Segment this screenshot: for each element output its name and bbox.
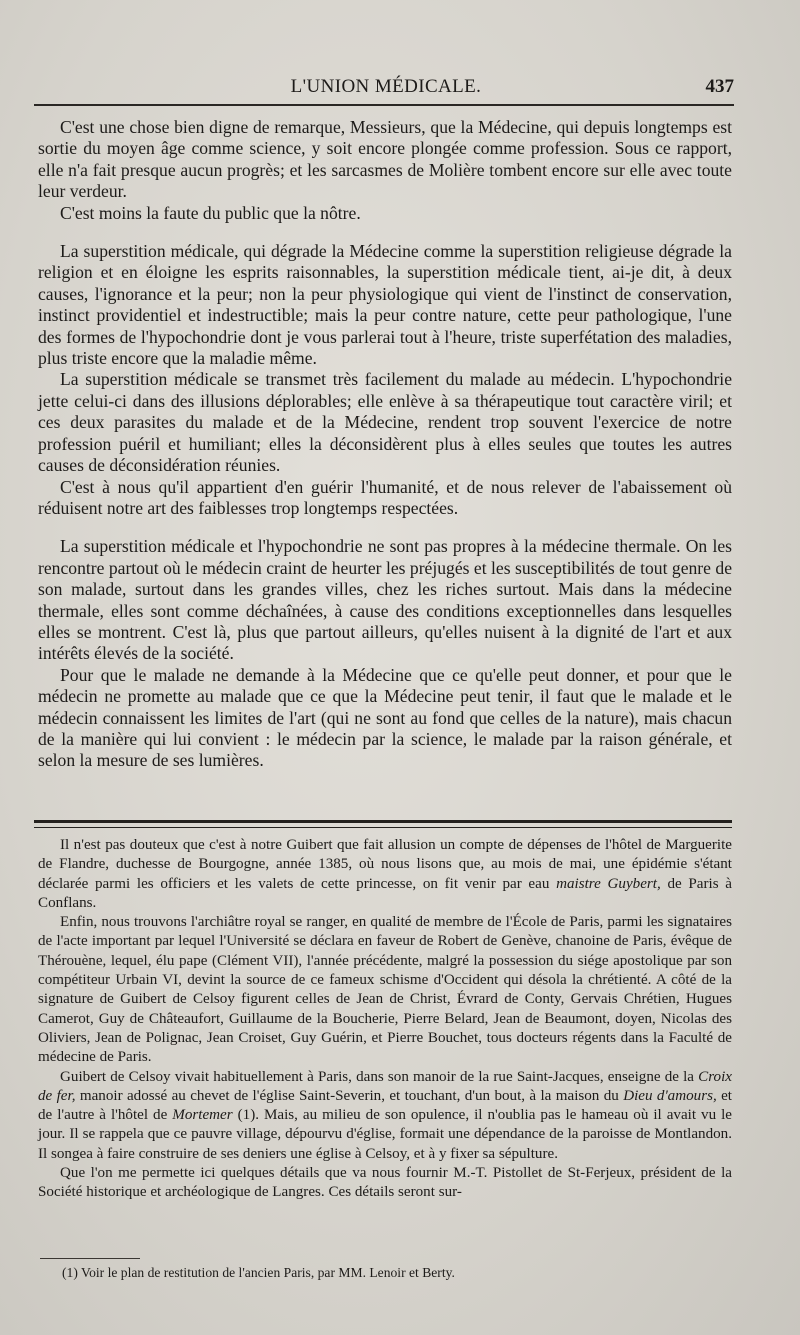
page-number: 437: [705, 76, 734, 97]
paragraph: C'est moins la faute du public que la nôtre.: [60, 202, 361, 223]
section-divider: [34, 820, 732, 828]
page-header: [38, 76, 734, 100]
paragraph: La superstition médicale se transmet très facilement du malade au médecin. L'hypochondrie jette celui-ci dans des illusions déplorables; elle enlève à sa thérapeutique tout caractère viril; et ces deux parasites du malade et de la Médecine, rendent trop souvent l'exercice de notre profession puéril et humiliant; elles la déconsidèrent plus à elles seules que toutes les autres causes de déconsidération réunies.: [38, 369, 732, 476]
text-run: Guibert de Celsoy vivait habituellement à Paris, dans son manoir de la rue Saint-Jacques, enseigne de la: [60, 1068, 699, 1085]
feuilleton-text: [38, 836, 732, 1203]
header-rule: [34, 104, 734, 106]
running-title: L'UNION MÉDICALE.: [290, 76, 482, 97]
italic-run: Mortemer: [172, 1107, 233, 1124]
text-run: et de l'autre à l'hôtel de: [38, 1087, 732, 1124]
paragraph: Pour que le malade ne demande à la Médecine que ce qu'elle peut donner, et pour que le médecin ne promette au malade que ce que la Médecine peut tenir, il faut que le malade et le médecin connaissent les limites de l'art (qui ne sont au fond que celles de la nature), mais chacun de la manière qui lui convient : le médecin par la science, le malade par la raison générale, et selon la mesure de ses lumières.: [38, 664, 732, 771]
footnote-rule: [40, 1258, 140, 1259]
paragraph: La superstition médicale, qui dégrade la Médecine comme la superstition religieuse dégrade la religion et en éloigne les esprits raisonnables, la superstition médicale tient, ai-je dit, à deux causes, l'ignorance et la peur; non la peur physiologique qui vient de l'instinct de conservation, instinct providentiel et indestructible; mais la peur contre nature, cette peur pathologique, l'une des formes de l'hypochondrie dont je vous parlerai tout à l'heure, triste superfétation des maladies, plus triste encore que la maladie même.: [38, 241, 732, 369]
paragraph: La superstition médicale et l'hypochondrie ne sont pas propres à la médecine thermale. On les rencontre partout où le médecin craint de heurter les préjugés et les susceptibilités de tout genre de son malade, surtout dans les grandes villes, chez les riches surtout. Mais dans la médecine thermale, elles sont comme déchaînées, à cause des conditions exceptionnelles dans lesquelles elles se montrent. C'est là, plus que partout ailleurs, qu'elles nuisent à la dignité de l'art et aux intérêts élevés de la société.: [38, 536, 732, 664]
paragraph: C'est une chose bien digne de remarque, Messieurs, que la Médecine, qui depuis longtemps est sortie du moyen âge comme science, y soit encore plongée comme profession. Sous ce rapport, elle n'a fait presque aucun progrès; et les sarcasmes de Molière tombent encore sur elle avec toute leur verdeur.: [38, 117, 732, 202]
italic-run: Dieu d'amours,: [623, 1087, 717, 1104]
note-paragraph: [38, 1068, 732, 1164]
note-paragraph: Que l'on me permette ici quelques détails que va nous fournir M.-T. Pistollet de St-Ferjeux, président de la Société historique et archéologique de Langres. Ces détails seront sur-: [38, 1165, 732, 1201]
note-paragraph: [38, 836, 732, 913]
note-paragraph: Enfin, nous trouvons l'archiâtre royal se ranger, en qualité de membre de l'École de Paris, parmi les signataires de l'acte important par lequel l'Université se déclara en faveur de Robert de Genève, chanoine de Paris, évêque de Thérouène, lequel, élu pape (Clément VII), l'année précédente, malgré la possession du siége apostolique par son compétiteur Urbain VI, devint la source de ce fameux schisme d'Occident qui désola la chrétienté. A côté de la signature de Guibert de Celsoy figurent celles de Jean de Christ, Évrard de Conty, Gervais Chrétien, Hugues Camerot, Guy de Châteaufort, Guillaume de la Boucherie, Pierre Belard, Jean de Beaumont, doyen, Nicolas des Oliviers, Jean de Polignac, Jean Croiset, Guy Guérin, et Pierre Bouchet, tous docteurs régents dans la Faculté de médecine de Paris.: [38, 914, 732, 1066]
text-run: manoir adossé au chevet de l'église Saint-Severin, et touchant, d'un bout, à la maison du: [75, 1087, 624, 1104]
footnote: (1) Voir le plan de restitution de l'ancien Paris, par MM. Lenoir et Berty.: [62, 1265, 455, 1280]
italic-run: maistre Guybert,: [556, 875, 661, 892]
italic-run: Croix de fer,: [38, 1068, 732, 1104]
text-run: de Paris à Conflans.: [38, 875, 732, 911]
lecture-text: [38, 117, 732, 772]
paragraph: C'est à nous qu'il appartient d'en guérir l'humanité, et de nous relever de l'abaissement où réduisent notre art des faiblesses trop longtemps respectées.: [38, 476, 732, 518]
text-run: Il n'est pas douteux que c'est à notre Guibert que fait allusion un compte de dépenses de l'hôtel de Marguerite de Flandre, duchesse de Bourgogne, année 1385, où nous lisons que, au mois de mai, une épidémie s'étant déclarée parmi les officiers et les valets de cette princesse, on fit venir par eau: [38, 837, 732, 892]
text-run: (1). Mais, au milieu de son opulence, il n'oublia pas le hameau où il avait vu le jour. Il se rappela que ce pauvre village, dépourvu d'église, formait une dépendance de la paroisse de Montlandon. Il songea à faire construire de ses deniers une église à Celsoy, et à y fixer sa sépulture.: [38, 1107, 733, 1162]
